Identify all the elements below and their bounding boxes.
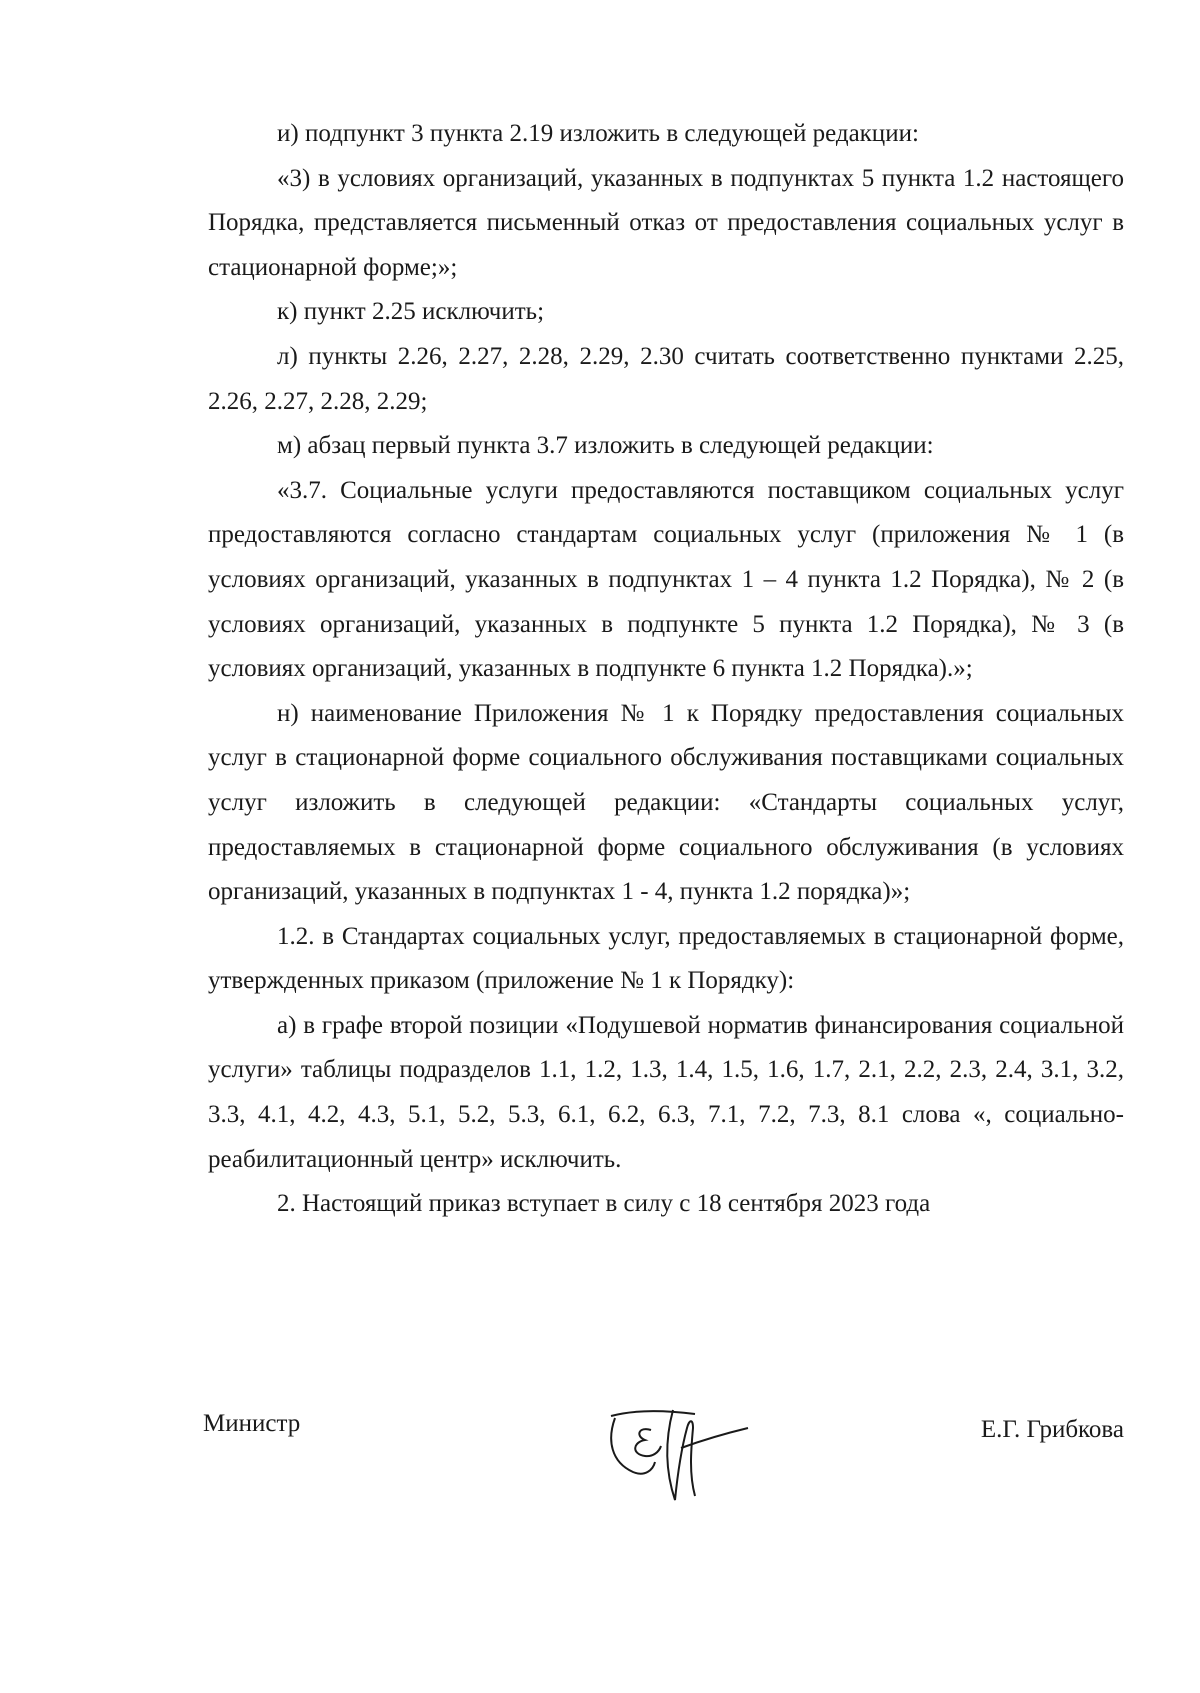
paragraph-m-quote: «3.7. Социальные услуги предоставляются поставщиком социальных услуг предоставляются согласно стандартам социальных услуг (приложения № 1 (в условиях организаций, указанных в подпунктах 1 – 4 пункта 1.2 Порядка), № 2 (в условиях организаций, указанных в подпункте 5 пункта 1.2 Порядка), № 3 (в условиях организаций, указанных в подпункте 6 пункта 1.2 Порядка).»; — [208, 476, 1124, 683]
paragraph-2: 2. Настоящий приказ вступает в силу с 18 сентября 2023 года — [277, 1190, 931, 1218]
handwritten-signature — [603, 1400, 753, 1510]
paragraph-k: к) пункт 2.25 исключить; — [277, 298, 545, 326]
signatory-title: Министр — [203, 1410, 301, 1437]
document-body — [208, 112, 1124, 1227]
signatory-name: Е.Г. Грибкова — [980, 1416, 1124, 1443]
paragraph-l: л) пункты 2.26, 2.27, 2.28, 2.29, 2.30 считать соответственно пунктами 2.25, 2.26, 2.27, 2.28, 2.29; — [208, 342, 1124, 415]
paragraph-n: н) наименование Приложения № 1 к Порядку предоставления социальных услуг в стационарной форме социального обслуживания поставщиками социальных услуг изложить в следующей редакции: «Стандарты социальных услуг, предоставляемых в стационарной форме социального обслуживания (в условиях организаций, указанных в подпунктах 1 - 4, пункта 1.2 порядка)»; — [208, 699, 1124, 906]
paragraph-1-2: 1.2. в Стандартах социальных услуг, предоставляемых в стационарной форме, утвержденных приказом (приложение № 1 к Порядку): — [208, 922, 1124, 995]
paragraph-i: и) подпункт 3 пункта 2.19 изложить в следующей редакции: — [277, 120, 919, 147]
paragraph-m: м) абзац первый пункта 3.7 изложить в следующей редакции: — [277, 432, 934, 460]
paragraph-i-quote: «3) в условиях организаций, указанных в подпунктах 5 пункта 1.2 настоящего Порядка, представляется письменный отказ от предоставления социальных услуг в стационарной форме;»; — [208, 164, 1124, 281]
signature-block — [203, 1400, 1124, 1520]
paragraph-a: а) в графе второй позиции «Подушевой норматив финансирования социальной услуги» таблицы подразделов 1.1, 1.2, 1.3, 1.4, 1.5, 1.6, 1.7, 2.1, 2.2, 2.3, 2.4, 3.1, 3.2, 3.3, 4.1, 4.2, 4.3, 5.1, 5.2, 5.3, 6.1, 6.2, 6.3, 7.1, 7.2, 7.3, 8.1 слова «, социально-реабилитационный центр» исключить. — [208, 1011, 1124, 1173]
